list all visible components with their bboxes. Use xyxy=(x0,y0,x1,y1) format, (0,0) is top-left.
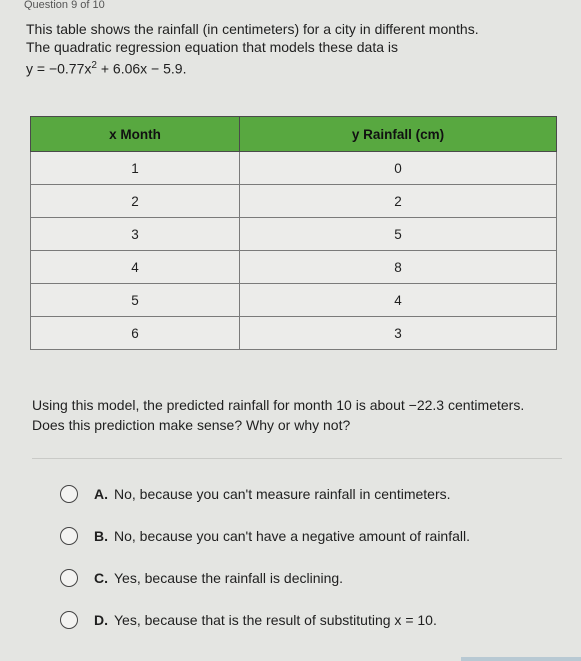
header-rainfall: y Rainfall (cm) xyxy=(240,117,557,152)
table-row xyxy=(31,251,557,284)
table-row xyxy=(31,284,557,317)
question-text: Using this model, the predicted rainfall for month 10 is about −22.3 centimeters. Does this prediction make sense? Why or why not? xyxy=(32,397,525,433)
option-letter: B. xyxy=(94,528,108,544)
rainfall-table xyxy=(30,116,557,350)
option-c[interactable] xyxy=(60,564,560,592)
rainfall-cell: 2 xyxy=(240,185,557,218)
rainfall-cell: 3 xyxy=(240,317,557,350)
option-text: Yes, because that is the result of substituting x = 10. xyxy=(114,612,437,628)
divider xyxy=(32,458,562,459)
option-d[interactable] xyxy=(60,606,560,634)
bottom-bar xyxy=(461,657,581,661)
month-cell: 2 xyxy=(31,185,240,218)
option-letter: A. xyxy=(94,486,108,502)
month-cell: 5 xyxy=(31,284,240,317)
rainfall-cell: 8 xyxy=(240,251,557,284)
option-letter: D. xyxy=(94,612,108,628)
option-letter: C. xyxy=(94,570,108,586)
table-row xyxy=(31,218,557,251)
table-row xyxy=(31,152,557,185)
option-text: No, because you can't have a negative amount of rainfall. xyxy=(114,528,471,544)
rainfall-cell: 0 xyxy=(240,152,557,185)
question-counter: Question 9 of 10 xyxy=(24,0,105,10)
month-cell: 1 xyxy=(31,152,240,185)
problem-intro xyxy=(26,20,566,78)
month-cell: 6 xyxy=(31,317,240,350)
header-month: x Month xyxy=(31,117,240,152)
month-cell: 3 xyxy=(31,218,240,251)
regression-equation: $y = -0.77x^2 + 6.06x - 5.9$. xyxy=(26,60,187,77)
radio-button-a[interactable] xyxy=(60,485,78,503)
option-text: No, because you can't measure rainfall in centimeters. xyxy=(114,486,451,502)
month-cell: 4 xyxy=(31,251,240,284)
rainfall-cell: 4 xyxy=(240,284,557,317)
radio-button-d[interactable] xyxy=(60,611,78,629)
answer-options xyxy=(60,480,560,648)
intro-line-1: This table shows the rainfall (in centimeters) for a city in different months. xyxy=(26,21,479,37)
table-row xyxy=(31,185,557,218)
radio-button-c[interactable] xyxy=(60,569,78,587)
option-text: Yes, because the rainfall is declining. xyxy=(114,570,344,586)
option-a[interactable] xyxy=(60,480,560,508)
rainfall-cell: 5 xyxy=(240,218,557,251)
radio-button-b[interactable] xyxy=(60,527,78,545)
table-row xyxy=(31,317,557,350)
table-header-row xyxy=(31,117,557,152)
option-b[interactable] xyxy=(60,522,560,550)
intro-line-2: The quadratic regression equation that models these data is xyxy=(26,39,399,55)
